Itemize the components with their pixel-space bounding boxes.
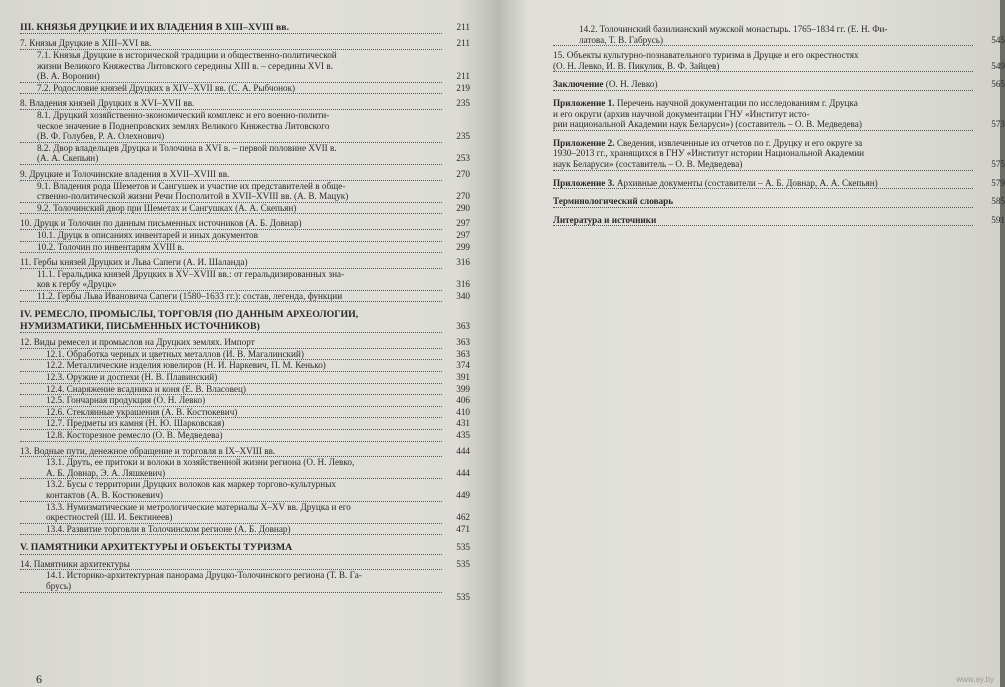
toc-entry bbox=[553, 24, 973, 35]
toc-entry-title: 10. Друцк и Толочин по данным письменных источников (А. Б. Довнар) bbox=[20, 218, 442, 230]
toc-entry bbox=[20, 542, 470, 554]
toc-page-number: 444 bbox=[456, 467, 470, 478]
toc-entry-title: (А. А. Скепьян) bbox=[20, 153, 442, 165]
toc-entry bbox=[553, 177, 1005, 190]
toc-entry bbox=[20, 383, 470, 396]
toc-entry bbox=[20, 479, 442, 490]
toc-entry-title: 13.1. Друть, ее притоки и волоки в хозяйственной жизни региона (О. Н. Левко, bbox=[46, 457, 355, 468]
toc-entry-title: контактов (А. В. Костюкевич) bbox=[20, 490, 442, 502]
toc-page-number: 290 bbox=[456, 202, 470, 213]
page-number: 6 bbox=[36, 672, 42, 686]
toc-page-number: 363 bbox=[456, 320, 470, 331]
toc-page-number: 235 bbox=[456, 131, 470, 142]
toc-entry bbox=[553, 138, 973, 149]
toc-entry-title: 12.4. Снаряжение всадника и коня (Е. В. Власовец) bbox=[20, 384, 442, 396]
toc-entry-title: 8.1. Друцкий хозяйственно-экономический комплекс и его военно-полити- bbox=[37, 109, 330, 120]
toc-entry bbox=[20, 121, 442, 132]
toc-page-number: 535 bbox=[456, 558, 470, 569]
toc-page-number: 565 bbox=[991, 79, 1005, 90]
toc-entry-title: (О. Н. Левко, И. В. Пикулик, В. Ф. Зайцев) bbox=[553, 61, 973, 73]
toc-entry-title: 1930–2013 гг., хранящихся в ГНУ «Институт истории Национальной Академии bbox=[553, 148, 865, 159]
toc-entry-title bbox=[20, 592, 442, 593]
toc-page-number: 219 bbox=[456, 82, 470, 93]
toc-entry bbox=[20, 360, 470, 372]
toc-entry-title: 12.3. Оружие и доспехи (Н. В. Плавинский) bbox=[20, 372, 442, 384]
toc-entry bbox=[20, 98, 470, 110]
toc-page-number: 406 bbox=[456, 395, 470, 406]
toc-entry-title: Терминологический словарь bbox=[553, 196, 973, 208]
toc-entry-title: 11.2. Гербы Льва Ивановича Сапеги (1580–1633 гг.): состав, легенда, функции bbox=[20, 291, 442, 303]
toc-entry-title: 9. Друцкие и Толочинские владения в XVII–XVIII вв. bbox=[20, 169, 442, 181]
toc-page-number: 374 bbox=[456, 360, 470, 371]
toc-entry bbox=[553, 214, 1005, 227]
toc-entry bbox=[20, 490, 470, 502]
toc-entry-title: 13.4. Развитие торговли в Толочинском регионе (А. Б. Довнар) bbox=[20, 524, 442, 536]
toc-entry bbox=[20, 372, 470, 384]
right-page bbox=[497, 0, 1005, 687]
toc-entry-title: ческое значение в Поднепровских землях Великого Княжества Литовского bbox=[37, 120, 330, 131]
toc-entry bbox=[20, 191, 470, 203]
toc-entry bbox=[553, 79, 1005, 91]
toc-entry bbox=[20, 570, 442, 581]
toc-page-number: 471 bbox=[456, 523, 470, 534]
toc-page-number: 391 bbox=[456, 372, 470, 383]
toc-entry-title: 9.1. Владения рода Шеметов и Сангушек и участие их представителей в обще- bbox=[37, 180, 346, 191]
toc-entry-title: брусь) bbox=[46, 580, 72, 591]
toc-entry bbox=[553, 158, 1005, 171]
toc-entry bbox=[20, 418, 470, 430]
toc-page-number: 449 bbox=[456, 490, 470, 500]
toc-entry-title: латова, Т. В. Габрусь) bbox=[553, 35, 973, 47]
toc-page-number: 535 bbox=[456, 591, 470, 602]
toc-entry-title: 10.1. Друцк в описаниях инвентарей и иных документов bbox=[20, 230, 442, 242]
toc-entry bbox=[20, 181, 442, 192]
toc-entry-title: 13.3. Нумизматические и метрологические материалы X–XV вв. Друцка и его bbox=[46, 501, 351, 512]
toc-entry-title: 12.6. Стеклянные украшения (А. В. Костюкевич) bbox=[20, 407, 442, 419]
toc-page-number: 363 bbox=[456, 337, 470, 348]
toc-page-number: 399 bbox=[456, 383, 470, 394]
toc-entry bbox=[553, 119, 1005, 131]
toc-entry-title: III. КНЯЗЬЯ ДРУЦКИЕ И ИХ ВЛАДЕНИЯ В XIII–XVIII вв. bbox=[20, 22, 442, 34]
toc-entry bbox=[20, 430, 470, 442]
toc-entry bbox=[20, 523, 470, 536]
toc-entry bbox=[553, 50, 973, 61]
toc-page-number: 340 bbox=[456, 290, 470, 301]
toc-entry bbox=[20, 257, 470, 269]
toc-entry bbox=[20, 82, 470, 95]
toc-page-number: 462 bbox=[456, 512, 470, 523]
toc-entry-title: 7. Князья Друцкие в XIII–XVI вв. bbox=[20, 38, 442, 50]
toc-page-number: 211 bbox=[456, 38, 470, 49]
toc-entry-title: 11.1. Геральдика князей Друцких в XV–XVIII вв.: от геральдизированных зна- bbox=[37, 268, 345, 279]
toc-entry bbox=[20, 290, 470, 303]
toc-entry-title: ственно-политической жизни Речи Посполитой в XVII–XVIII вв. (А. В. Мацук) bbox=[20, 191, 442, 203]
toc-entry-title: 12.7. Предметы из камня (Н. Ю. Шарковская) bbox=[20, 418, 442, 430]
toc-page-number: 270 bbox=[456, 191, 470, 202]
toc-entry-title: Литература и источники bbox=[553, 215, 973, 227]
toc-entry bbox=[553, 34, 1005, 47]
toc-entry bbox=[20, 50, 442, 61]
toc-entry bbox=[20, 591, 470, 602]
toc-entry-title: 15. Объекты культурно-познавательного туризма в Друцке и его окрестностях bbox=[553, 50, 859, 61]
toc-page-number: 235 bbox=[456, 98, 470, 109]
toc-entry bbox=[20, 131, 470, 143]
toc-page-number: 591 bbox=[991, 214, 1005, 225]
toc-page-number: 297 bbox=[456, 229, 470, 240]
toc-page-number: 211 bbox=[456, 71, 470, 82]
left-page bbox=[0, 0, 497, 687]
toc-page-number: 316 bbox=[456, 257, 470, 268]
toc-entry bbox=[20, 406, 470, 419]
toc-entry bbox=[20, 395, 470, 407]
toc-entry-title: ков к гербу «Друцк» bbox=[20, 279, 442, 291]
toc-entry-title: 12.2. Металлические изделия ювелиров (Н. И. Наркевич, П. М. Кенько) bbox=[20, 360, 442, 372]
toc-page-number: 535 bbox=[456, 542, 470, 553]
toc-entry bbox=[553, 109, 973, 120]
toc-entry-title: V. ПАМЯТНИКИ АРХИТЕКТУРЫ И ОБЪЕКТЫ ТУРИЗМА bbox=[20, 542, 442, 554]
toc-page-number: 573 bbox=[991, 119, 1005, 130]
toc-entry-title: 13. Водные пути, денежное обращение и торговля в IX–XVIII вв. bbox=[20, 446, 442, 458]
toc-entry-title: Приложение 1. Перечень научной документации по исследованиям г. Друцка bbox=[553, 97, 858, 108]
toc-entry bbox=[20, 218, 470, 230]
toc-page-number: 585 bbox=[991, 196, 1005, 207]
toc-entry bbox=[20, 61, 442, 72]
toc-entry-title: 14.2. Толочинский базилианский мужской монастырь. 1765–1834 гг. (Е. Н. Фи- bbox=[579, 24, 888, 34]
toc-entry-title: 7.2. Родословие князей Друцких в XIV–XVII вв. (С. А. Рыбчонок) bbox=[20, 83, 442, 95]
toc-page-number: 211 bbox=[456, 22, 470, 32]
toc-entry-title: 8. Владения князей Друцких в XVI–XVII вв. bbox=[20, 98, 442, 110]
toc-entry bbox=[20, 241, 470, 254]
toc-entry bbox=[20, 153, 470, 165]
toc-entry bbox=[20, 143, 442, 154]
toc-entry-title: и его округи (архив научной документации ГНУ «Институт исто- bbox=[553, 108, 810, 119]
toc-page-number: 253 bbox=[456, 153, 470, 164]
toc-page-number: 549 bbox=[991, 60, 1005, 71]
toc-entry bbox=[20, 457, 442, 468]
toc-entry-title: 12.5. Гончарная продукция (О. Н. Левко) bbox=[20, 395, 442, 407]
toc-entry bbox=[20, 38, 470, 50]
toc-page-number: 363 bbox=[456, 348, 470, 359]
toc-entry bbox=[20, 467, 470, 480]
toc-entry bbox=[20, 168, 470, 181]
toc-page-number: 575 bbox=[991, 158, 1005, 169]
toc-entry-title: 12. Виды ремесел и промыслов на Друцких землях. Импорт bbox=[20, 337, 442, 349]
toc-entry-title: Приложение 3. Архивные документы (составители – А. Б. Довнар, А. А. Скепьян) bbox=[553, 178, 973, 190]
toc-entry bbox=[20, 71, 470, 83]
toc-entry bbox=[20, 110, 442, 121]
toc-page-number: 444 bbox=[456, 445, 470, 456]
toc-entry bbox=[20, 502, 442, 513]
toc-entry bbox=[20, 229, 470, 242]
toc-entry-title: рии национальной Академии наук Беларуси») (составитель – О. В. Медведева) bbox=[553, 119, 973, 131]
toc-entry bbox=[553, 148, 973, 159]
toc-entry-title: наук Беларуси» (составитель – О. В. Медведева) bbox=[553, 159, 973, 171]
toc-page-number: 579 bbox=[991, 177, 1005, 188]
toc-page-number: 297 bbox=[456, 218, 470, 229]
toc-entry bbox=[20, 279, 470, 291]
toc-page-number: 545 bbox=[991, 34, 1005, 45]
toc-right-column bbox=[553, 24, 1005, 226]
toc-entry bbox=[20, 581, 442, 592]
toc-entry-title: 8.2. Двор владельцев Друцка и Толочина в XVI в. – первой половине XVII в. bbox=[37, 142, 337, 153]
toc-entry bbox=[20, 337, 470, 349]
toc-entry-title: окрестностей (Ш. И. Бектинеев) bbox=[20, 512, 442, 524]
toc-left-column bbox=[20, 22, 470, 602]
toc-entry bbox=[20, 202, 470, 215]
toc-entry-title: НУМИЗМАТИКИ, ПИСЬМЕННЫХ ИСТОЧНИКОВ) bbox=[20, 321, 442, 333]
toc-entry bbox=[20, 445, 470, 458]
toc-entry-title: 14. Памятники архитектуры bbox=[20, 559, 442, 571]
toc-page-number: 316 bbox=[456, 279, 470, 290]
toc-page-number: 431 bbox=[456, 418, 470, 429]
toc-page-number: 410 bbox=[456, 406, 470, 417]
toc-entry bbox=[20, 512, 470, 524]
toc-entry-title: (В. Ф. Голубев, Р. А. Олехнович) bbox=[20, 131, 442, 143]
toc-entry-title: Приложение 2. Сведения, извлеченные из отчетов по г. Друцку и его округе за bbox=[553, 137, 863, 148]
toc-entry-title: IV. РЕМЕСЛО, ПРОМЫСЛЫ, ТОРГОВЛЯ (ПО ДАННЫМ АРХЕОЛОГИИ, bbox=[20, 309, 359, 321]
toc-entry-title: 12.8. Косторезное ремесло (О. В. Медведева) bbox=[20, 430, 442, 442]
toc-page-number: 299 bbox=[456, 241, 470, 252]
toc-entry bbox=[20, 22, 470, 34]
toc-entry bbox=[553, 60, 1005, 73]
toc-entry-title: жизни Великого Княжества Литовского середины XIII в. – середины XVI в. bbox=[37, 60, 334, 71]
toc-entry bbox=[20, 320, 470, 333]
toc-entry bbox=[553, 98, 973, 109]
toc-entry bbox=[20, 348, 470, 361]
watermark: www.ay.by bbox=[956, 675, 994, 684]
toc-page-number: 435 bbox=[456, 430, 470, 441]
toc-entry-title: 9.2. Толочинский двор при Шеметах и Сангушках (А. А. Скепьян) bbox=[20, 203, 442, 215]
toc-entry bbox=[20, 309, 442, 320]
toc-entry bbox=[553, 196, 1005, 208]
toc-entry-title: 10.2. Толочин по инвентарям XVIII в. bbox=[20, 242, 442, 254]
toc-entry-title: 13.2. Бусы с территории Друцких волоков как маркер торгово-культурных bbox=[46, 479, 336, 490]
toc-entry-title: Заключение (О. Н. Левко) bbox=[553, 79, 973, 91]
toc-entry-title: (В. А. Воронин) bbox=[20, 71, 442, 83]
toc-entry-title: А. Б. Довнар, Э. А. Ляшкевич) bbox=[20, 468, 442, 480]
toc-page-number: 270 bbox=[456, 168, 470, 179]
toc-entry bbox=[20, 269, 442, 280]
toc-entry-title: 12.1. Обработка черных и цветных металлов (И. В. Магалинский) bbox=[20, 349, 442, 361]
toc-entry-title: 11. Гербы князей Друцких и Льва Сапеги (А. И. Шаланда) bbox=[20, 257, 442, 269]
toc-entry-title: 7.1. Князья Друцкие в исторической традиции и общественно-политической bbox=[37, 50, 337, 60]
toc-entry-title: 14.1. Историко-архитектурная панорама Друцко-Толочинского региона (Т. В. Га- bbox=[46, 570, 362, 581]
toc-entry bbox=[20, 558, 470, 571]
